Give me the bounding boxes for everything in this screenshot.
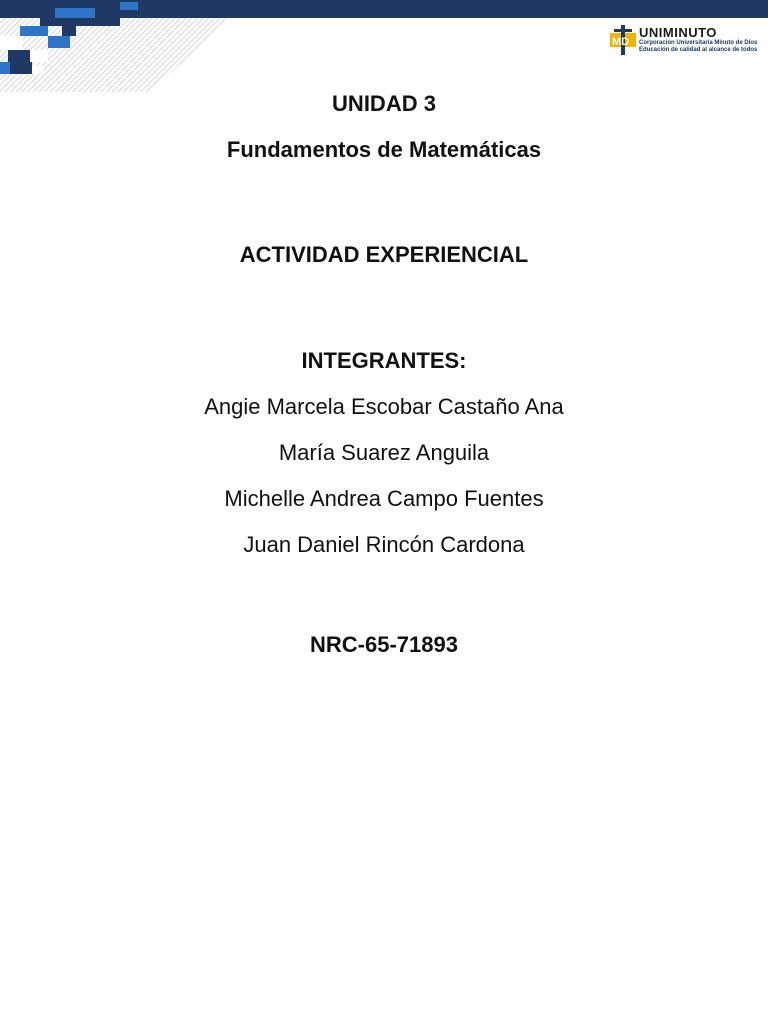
member-line-3: Michelle Andrea Campo Fuentes [224,486,544,511]
logo-text [639,26,757,54]
nrc-code: NRC-65-71893 [310,632,458,657]
uniminuto-emblem-icon [610,23,636,57]
corner-pattern-decoration [0,0,230,92]
course-title: Fundamentos de Matemáticas [226,137,542,162]
member-line-4: Juan Daniel Rincón Cardona [243,532,525,557]
member-line-2: María Suarez Anguila [278,440,490,465]
logo-name: UNIMINUTO [639,25,717,40]
logo-mark-letters: MD [612,36,630,48]
logo-subtitle-1: Corporación Universitaria Minuto de Dios [639,40,758,46]
logo-subtitle-2: Educación de calidad al alcance de todos [639,47,758,53]
members-heading: INTEGRANTES: [301,348,467,373]
activity-title: ACTIVIDAD EXPERIENCIAL [239,242,529,267]
unit-title: UNIDAD 3 [332,91,436,116]
member-line-1: Angie Marcela Escobar Castaño Ana [204,394,564,419]
uniminuto-logo [610,22,758,58]
